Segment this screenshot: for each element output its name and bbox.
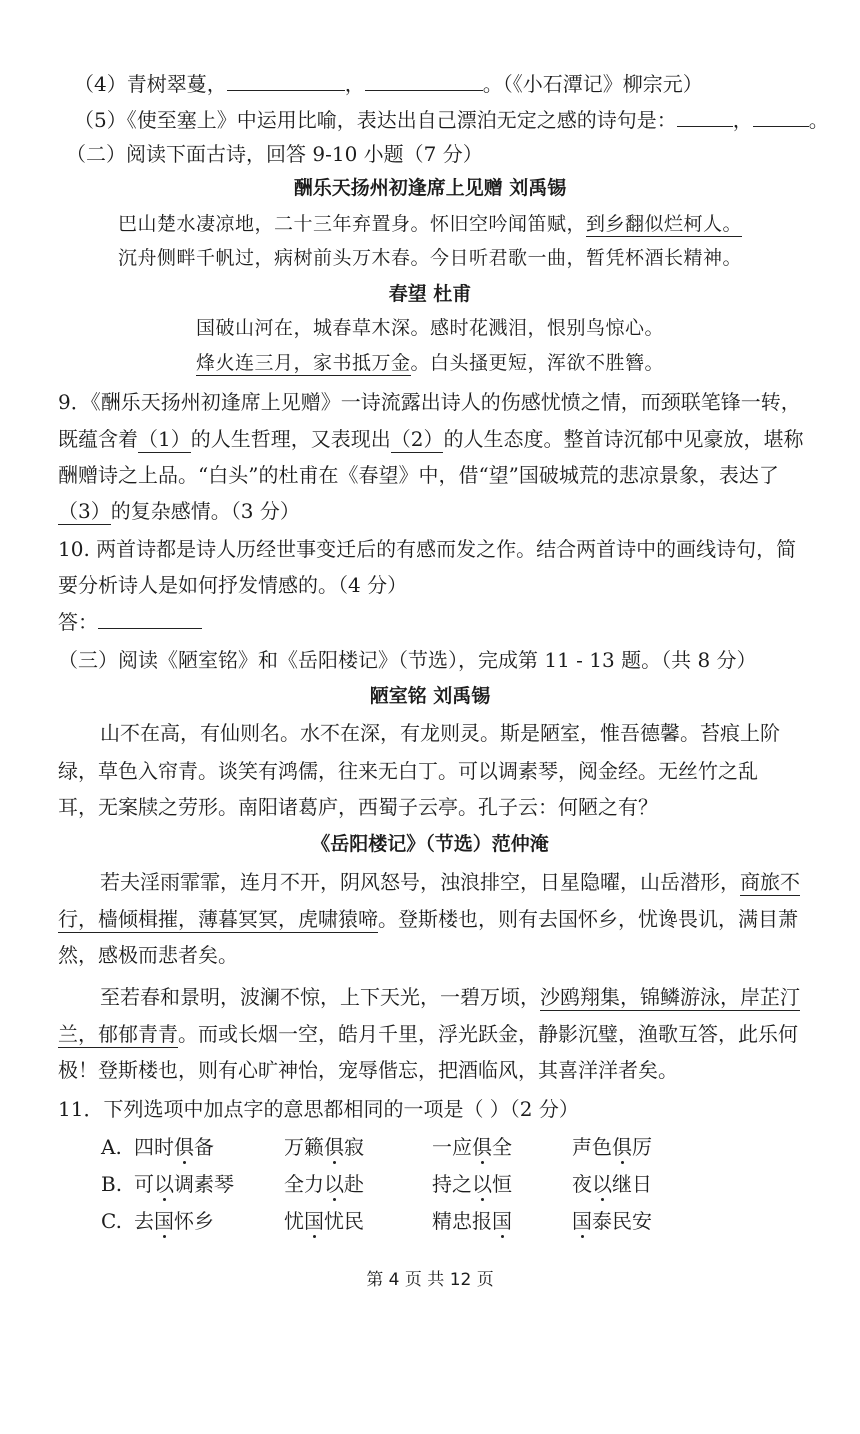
q11-stem: 11．下列选项中加点字的意思都相同的一项是（ ）（2 分） bbox=[58, 1097, 579, 1121]
answer-blank[interactable] bbox=[365, 70, 483, 91]
q10-line-2: 要分析诗人是如何抒发情感的。（4 分） bbox=[58, 573, 408, 597]
q9-line-4: （3）的复杂感情。（3 分） bbox=[58, 499, 300, 523]
page-number: 第 4 页 共 12 页 bbox=[366, 1270, 494, 1290]
text-1-line-1: 山不在高，有仙则名。水不在深，有龙则灵。斯是陋室，惟吾德馨。苔痕上阶 bbox=[100, 721, 780, 745]
q10-answer: 答： bbox=[58, 608, 202, 636]
answer-blank[interactable] bbox=[753, 106, 809, 127]
option-c-item: 忧国忧民 bbox=[284, 1209, 364, 1233]
q10-line-1: 10. 两首诗都是诗人历经世事变迁后的有感而发之作。结合两首诗中的画线诗句，简 bbox=[58, 537, 797, 561]
option-b-item: 夜以继日 bbox=[572, 1172, 652, 1196]
answer-blank[interactable] bbox=[98, 608, 202, 629]
text-2-p1-line-2: 行，樯倾楫摧，薄暮冥冥，虎啸猿啼。登斯楼也，则有去国怀乡，忧谗畏讥，满目萧 bbox=[58, 907, 798, 931]
poem-2-line-1: 国破山河在，城春草木深。感时花溅泪，恨别鸟惊心。 bbox=[195, 317, 664, 339]
option-a-item: 万籁俱寂 bbox=[284, 1135, 364, 1159]
q9-line-2: 既蕴含着（1）的人生哲理，又表现出（2）的人生态度。整首诗沉郁中见豪放，堪称 bbox=[58, 427, 804, 451]
option-b-item: 持之以恒 bbox=[432, 1172, 512, 1196]
text-2-p2-line-1: 至若春和景明，波澜不惊，上下天光，一碧万顷，沙鸥翔集，锦鳞游泳，岸芷汀 bbox=[100, 985, 800, 1009]
option-a-label[interactable]: A. bbox=[101, 1135, 122, 1159]
answer-blank-3[interactable]: （3） bbox=[58, 499, 111, 523]
option-b-item: 可以调素琴 bbox=[134, 1172, 234, 1196]
poem-1-line-1: 巴山楚水凄凉地，二十三年弃置身。怀旧空吟闻笛赋，到乡翻似烂柯人。 bbox=[117, 213, 743, 235]
text-2-p2-line-3: 极！登斯楼也，则有心旷神怡，宠辱偕忘，把酒临风，其喜洋洋者矣。 bbox=[58, 1058, 678, 1082]
option-c-label[interactable]: C. bbox=[101, 1209, 122, 1233]
option-b-label[interactable]: B. bbox=[101, 1172, 123, 1196]
option-c-item: 国泰民安 bbox=[572, 1209, 652, 1233]
section-3-heading: （三）阅读《陋室铭》和《岳阳楼记》（节选），完成第 11 - 13 题。（共 8 分） bbox=[58, 648, 757, 672]
text-1-title: 陋室铭 刘禹锡 bbox=[369, 685, 491, 707]
text-2-p1-line-3: 然，感极而悲者矣。 bbox=[58, 943, 238, 967]
text-1-line-3: 耳，无案牍之劳形。南阳诸葛庐，西蜀子云亭。孔子云：何陋之有？ bbox=[58, 795, 658, 819]
poem-2-title: 春望 杜甫 bbox=[388, 283, 472, 305]
fill-blank-item-5: （5）《使至塞上》中运用比喻，表达出自己漂泊无定之感的诗句是： ， 。 bbox=[74, 108, 829, 132]
poem-1-title: 酬乐天扬州初逢席上见赠 刘禹锡 bbox=[293, 177, 567, 199]
text-2-title: 《岳阳楼记》（节选）范仲淹 bbox=[311, 833, 549, 855]
q9-line-3: 酬赠诗之上品。“白头”的杜甫在《春望》中，借“望”国破城荒的悲凉景象，表达了 bbox=[58, 463, 779, 487]
option-a-item: 四时俱备 bbox=[134, 1135, 214, 1159]
option-c-item: 精忠报国 bbox=[432, 1209, 512, 1233]
poem-2-line-2: 烽火连三月，家书抵万金。白头搔更短，浑欲不胜簪。 bbox=[195, 352, 665, 374]
option-a-item: 一应俱全 bbox=[432, 1135, 512, 1159]
fill-blank-item-4: （4）青树翠蔓， ， 。（《小石潭记》柳宗元） bbox=[74, 72, 703, 96]
text-2-p1-line-1: 若夫淫雨霏霏，连月不开，阴风怒号，浊浪排空，日星隐曜，山岳潜形，商旅不 bbox=[100, 870, 800, 894]
answer-blank-2[interactable]: （2） bbox=[390, 427, 444, 451]
text-2-p2-line-2: 兰，郁郁青青。而或长烟一空，皓月千里，浮光跃金，静影沉璧，渔歌互答，此乐何 bbox=[58, 1022, 798, 1046]
option-a-item: 声色俱厉 bbox=[572, 1135, 652, 1159]
answer-blank[interactable] bbox=[227, 70, 345, 91]
q9-line-1: 9．《酬乐天扬州初逢席上见赠》一诗流露出诗人的伤感忧愤之情，而颈联笔锋一转， bbox=[58, 390, 801, 414]
option-c-item: 去国怀乡 bbox=[134, 1209, 214, 1233]
answer-blank[interactable] bbox=[677, 106, 733, 127]
answer-blank-1[interactable]: （1） bbox=[138, 427, 191, 451]
text-1-line-2: 绿，草色入帘青。谈笑有鸿儒，往来无白丁。可以调素琴，阅金经。无丝竹之乱 bbox=[58, 759, 758, 783]
option-b-item: 全力以赴 bbox=[284, 1172, 364, 1196]
section-2-heading: （二）阅读下面古诗，回答 9-10 小题（7 分） bbox=[66, 142, 483, 166]
poem-1-line-2: 沉舟侧畔千帆过，病树前头万木春。今日听君歌一曲，暂凭杯酒长精神。 bbox=[117, 247, 742, 269]
